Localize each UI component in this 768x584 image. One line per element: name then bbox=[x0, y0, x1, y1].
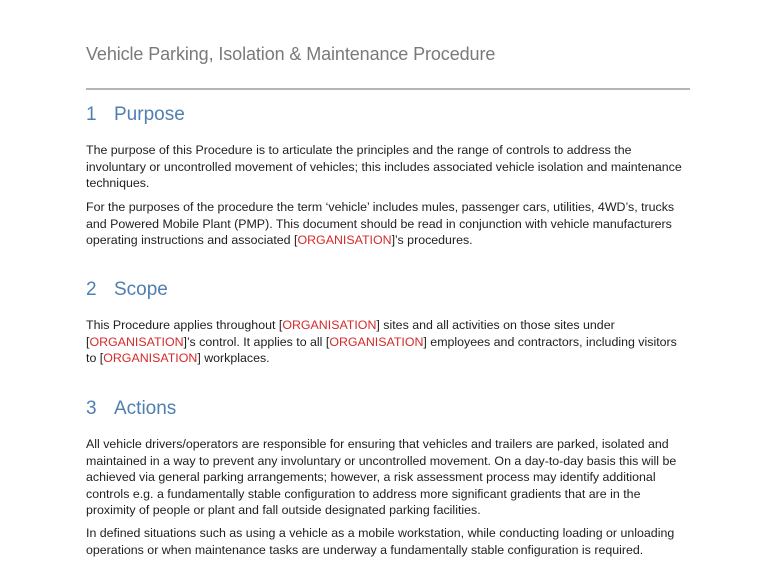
organisation-placeholder: ORGANISATION bbox=[282, 318, 377, 332]
paragraph-text: In defined situations such as using a vehicle as a mobile workstation, while conducting loading or unloading operations or when maintenance tasks are underway a fundamentally stable configuration is required. bbox=[86, 526, 675, 557]
organisation-placeholder: ORGANISATION bbox=[103, 351, 198, 365]
purpose-paragraph-1 bbox=[86, 142, 690, 192]
paragraph-text: ]’s control. It applies to all [ bbox=[183, 334, 330, 349]
paragraph-text: ] sites and all activities on those sites under [ bbox=[86, 318, 615, 349]
section-number: 2 bbox=[86, 279, 97, 300]
section-heading-scope bbox=[86, 279, 168, 301]
title-divider bbox=[86, 88, 690, 90]
paragraph-text: The purpose of this Procedure is to articulate the principles and the range of controls to address the involuntary or uncontrolled movement of vehicles; this includes associated vehicle isolation and maintenance techniques. bbox=[86, 143, 682, 190]
paragraph-text: ] workplaces. bbox=[197, 351, 270, 365]
section-heading-actions bbox=[86, 398, 176, 420]
section-title: Scope bbox=[114, 279, 168, 300]
paragraph-text: For the purposes of the procedure the term ‘vehicle’ includes mules, passenger cars, utilities, 4WD’s, trucks and Powered Mobile Plant (PMP). This document should be read in conjunction with vehicle manufacturers operating instructions and associated [ bbox=[86, 200, 675, 247]
paragraph-text: ]’s procedures. bbox=[391, 233, 473, 247]
section-number: 3 bbox=[86, 398, 97, 419]
section-title: Purpose bbox=[114, 104, 185, 125]
paragraph-text: ] employees and contractors, including visitors to [ bbox=[86, 334, 677, 365]
actions-paragraph-1 bbox=[86, 436, 690, 519]
organisation-placeholder: ORGANISATION bbox=[297, 233, 392, 247]
section-heading-purpose bbox=[86, 104, 185, 126]
actions-paragraph-2 bbox=[86, 525, 690, 558]
organisation-placeholder: ORGANISATION bbox=[89, 334, 184, 349]
paragraph-text: All vehicle drivers/operators are responsible for ensuring that vehicles and trailers are parked, isolated and maintained in a way to prevent any involuntary or uncontrolled movement. On a day-to-day basis this will be achieved via general parking arrangements; however, a risk assessment process may identify additional controls e.g. a fundamentally stable configuration to address more significant gradients that are in the proximity of people or plant and fall outside designated parking facilities. bbox=[86, 437, 677, 517]
section-number: 1 bbox=[86, 104, 97, 125]
document-title: Vehicle Parking, Isolation & Maintenance Procedure bbox=[86, 44, 496, 64]
scope-paragraph bbox=[86, 317, 690, 367]
purpose-paragraph-2 bbox=[86, 199, 690, 249]
organisation-placeholder: ORGANISATION bbox=[329, 334, 424, 349]
section-title: Actions bbox=[114, 398, 177, 419]
paragraph-text: This Procedure applies throughout [ bbox=[86, 318, 283, 332]
